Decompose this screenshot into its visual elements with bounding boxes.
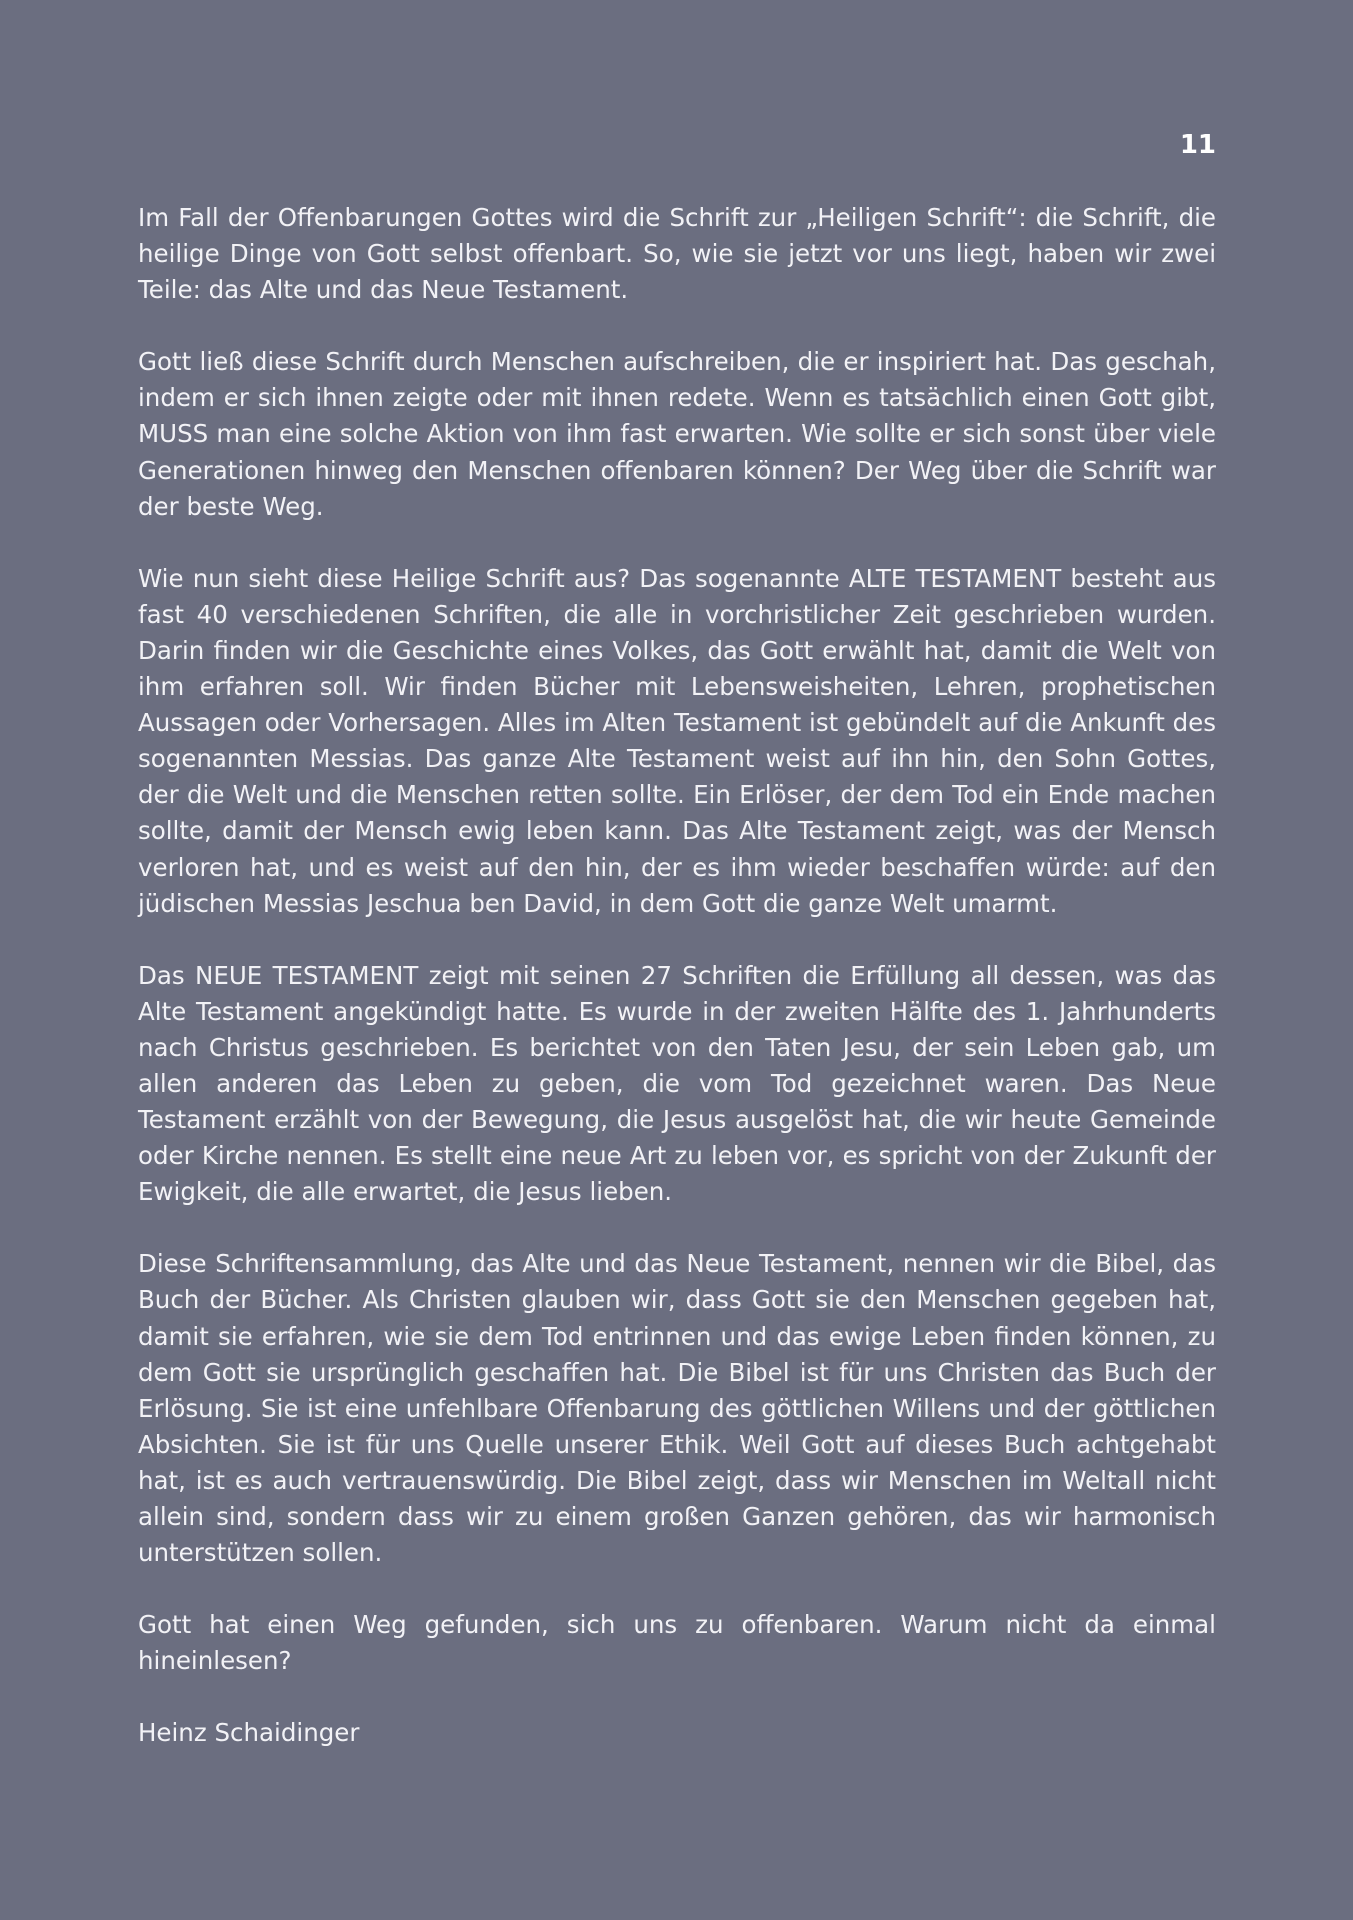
author-signature: Heinz Schaidinger <box>138 1718 360 1748</box>
paragraph-5: Diese Schriftensammlung, das Alte und das Neue Testament, nennen wir die Bibel, das Buch der Bücher. Als Christen glauben wir, dass Gott sie den Menschen gegeben hat, damit sie erfahren, wie sie dem Tod entrinnen und das ewige Leben finden können, zu dem Gott sie ursprünglich geschaffen hat. Die Bibel ist für uns Christen das Buch der Erlösung. Sie ist eine unfehlbare Offenbarung des göttlichen Willens und der göttlichen Absichten. Sie ist für uns Quelle unserer Ethik. Weil Gott auf dieses Buch achtgehabt hat, ist es auch vertrauenswürdig. Die Bibel zeigt, dass wir Menschen im Weltall nicht allein sind, sondern dass wir zu einem großen Ganzen gehören, das wir harmonisch unterstützen sollen. <box>138 1249 1216 1568</box>
paragraph-6: Gott hat einen Weg gefunden, sich uns zu offenbaren. Warum nicht da einmal hineinlesen? <box>138 1610 1216 1676</box>
body-text <box>138 200 1216 1787</box>
paragraph-1: Im Fall der Offenbarungen Gottes wird die Schrift zur „Heiligen Schrift“: die Schrift, die heilige Dinge von Gott selbst offenbart. So, wie sie jetzt vor uns liegt, haben wir zwei Teile: das Alte und das Neue Testament. <box>138 203 1216 305</box>
paragraph-3: Wie nun sieht diese Heilige Schrift aus? Das sogenannte ALTE TESTAMENT besteht aus fast 40 verschiedenen Schriften, die alle in vorchristlicher Zeit geschrieben wurden. Darin finden wir die Geschichte eines Volkes, das Gott erwählt hat, damit die Welt von ihm erfahren soll. Wir finden Bücher mit Lebensweisheiten, Lehren, prophetischen Aussagen oder Vorhersagen. Alles im Alten Testament ist gebündelt auf die Ankunft des sogenannten Messias. Das ganze Alte Testament weist auf ihn hin, den Sohn Gottes, der die Welt und die Menschen retten sollte. Ein Erlöser, der dem Tod ein Ende machen sollte, damit der Mensch ewig leben kann. Das Alte Testament zeigt, was der Mensch verloren hat, und es weist auf den hin, der es ihm wieder beschaffen würde: auf den jüdischen Messias Jeschua ben David, in dem Gott die ganze Welt umarmt. <box>138 563 1217 918</box>
paragraph-4: Das NEUE TESTAMENT zeigt mit seinen 27 Schriften die Erfüllung all dessen, was das Alte Testament angekündigt hatte. Es wurde in der zweiten Hälfte des 1. Jahrhunderts nach Christus geschrieben. Es berichtet von den Taten Jesu, der sein Leben gab, um allen anderen das Leben zu geben, die vom Tod gezeichnet waren. Das Neue Testament erzählt von der Bewegung, die Jesus ausgelöst hat, die wir heute Gemeinde oder Kirche nennen. Es stellt eine neue Art zu leben vor, es spricht von der Zukunft der Ewigkeit, die alle erwartet, die Jesus lieben. <box>138 960 1216 1207</box>
paragraph-2: Gott ließ diese Schrift durch Menschen aufschreiben, die er inspiriert hat. Das geschah, indem er sich ihnen zeigte oder mit ihnen redete. Wenn es tatsächlich einen Gott gibt, MUSS man eine solche Aktion von ihm fast erwarten. Wie sollte er sich sonst über viele Generationen hinweg den Menschen offenbaren können? Der Weg über die Schrift war der beste Weg. <box>138 347 1216 521</box>
page-number: 11 <box>1179 130 1216 160</box>
